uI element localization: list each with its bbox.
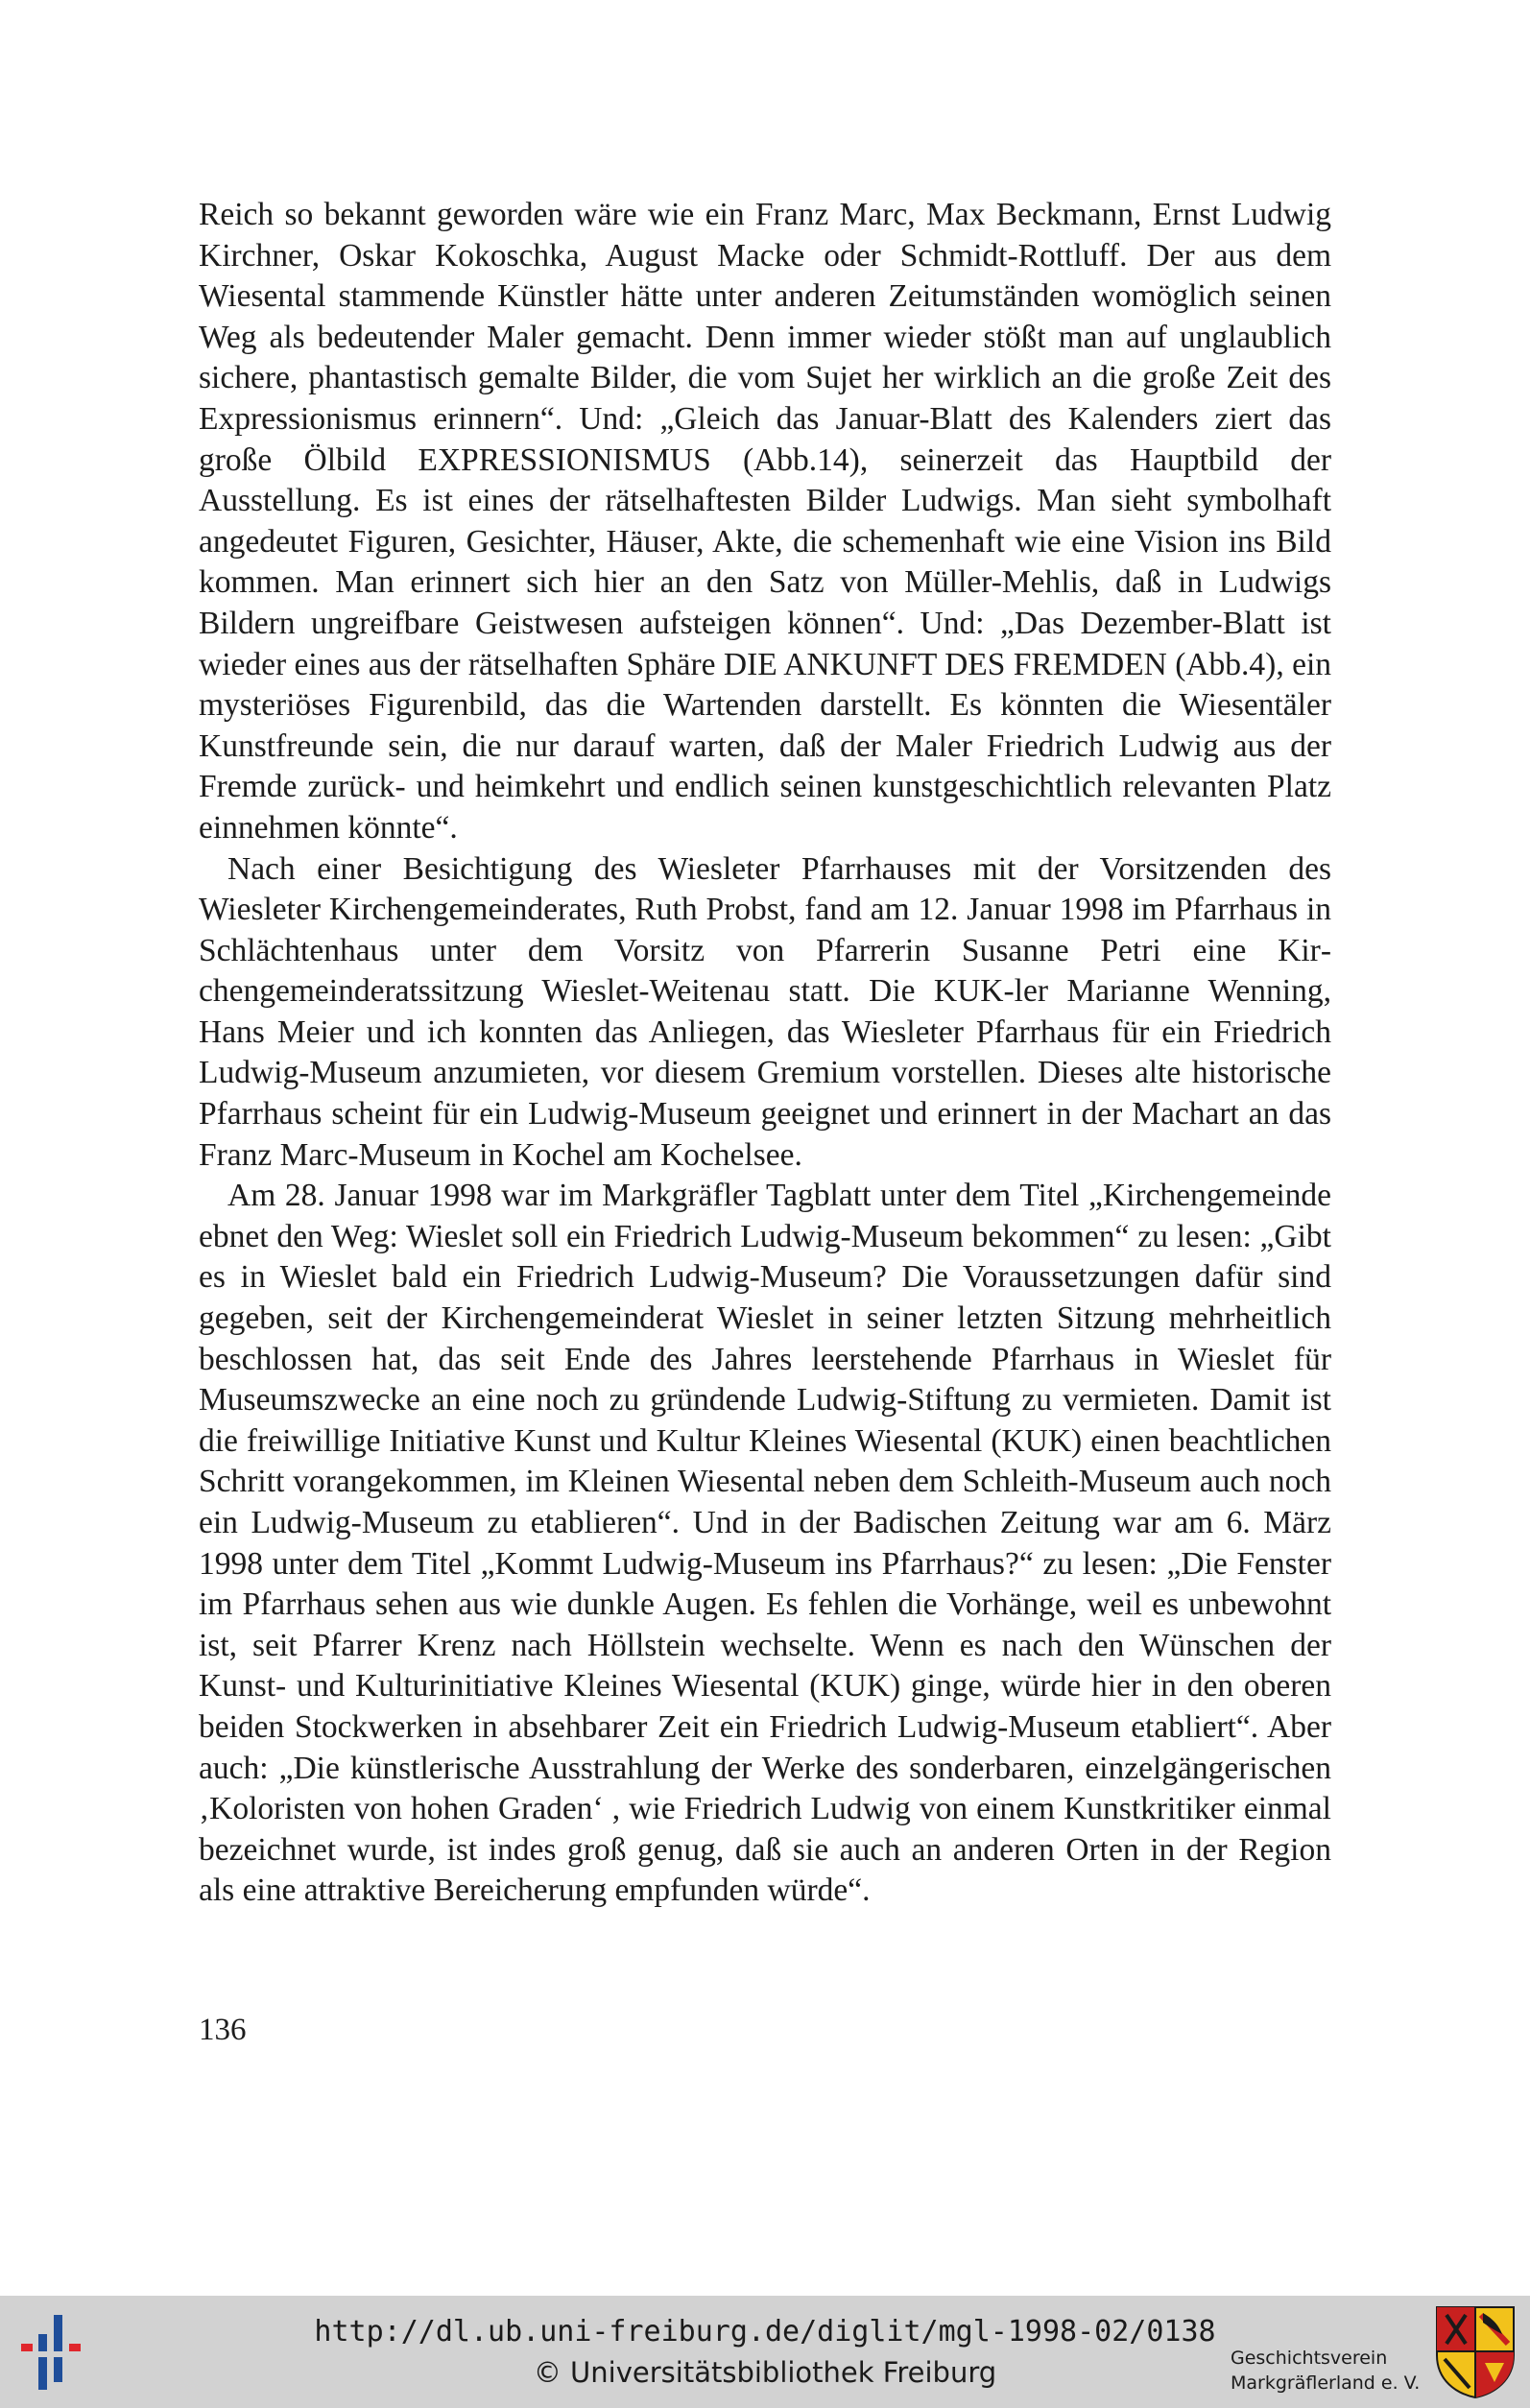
society-name-line-1: Geschichtsverein [1231, 2348, 1388, 2369]
body-text [199, 195, 1331, 1912]
paragraph-1: Reich so bekannt geworden wäre wie ein Franz Marc, Max Beckmann, Ernst Ludwig Kirchner, Oskar Kokoschka, August Macke oder Schmidt-Rottluff. Der aus dem Wiesental stammende Künstler hätte unter anderen Zeitumständen womöglich seinen Weg als bedeutender Maler gemacht. Denn immer wieder stößt man auf unglaublich sichere, phantastisch gemalte Bilder, die vom Sujet her wirklich an die große Zeit des Expressionismus erinnern“. Und: „Gleich das Januar-Blatt des Kalenders ziert das große Ölbild EXPRESSIONISMUS (Abb.14), seinerzeit das Hauptbild der Ausstellung. Es ist eines der rätselhaftesten Bilder Ludwigs. Man sieht symbolhaft angedeutet Figuren, Gesichter, Häuser, Akte, die schemenhaft wie eine Vision ins Bild kommen. Man erinnert sich hier an den Satz von Müller-Mehlis, daß in Ludwigs Bildern ungreifbare Geistwesen aufsteigen können“. Und: „Das Dezember-Blatt ist wieder eines aus der rätselhaften Sphäre DIE ANKUNFT DES FREMDEN (Abb.4), ein mysteriöses Figurenbild, das die Wartenden darstellt. Es könnten die Wiesentäler Kunstfreunde sein, die nur darauf warten, daß der Maler Friedrich Ludwig aus der Fremde zurück- und heimkehrt und endlich seinen kunstgeschichtlich relevanten Platz einnehmen könnte“. [199, 197, 1332, 846]
footer-url-link[interactable]: http://dl.ub.uni-freiburg.de/diglit/mgl-1998-02/0138 [314, 2315, 1216, 2348]
paragraph-3: Am 28. Januar 1998 war im Markgräfler Tagblatt unter dem Titel „Kirchengemeinde ebnet den Weg: Wieslet soll ein Friedrich Ludwig-Museum bekommen“ zu lesen: „Gibt es in Wieslet bald ein Friedrich Ludwig-Museum? Die Voraussetzungen dafür sind gegeben, seit der Kirchengemeinderat Wieslet in seiner letzten Sitzung mehrheitlich beschlossen hat, das seit Ende des Jahres leerstehende Pfarrhaus in Wieslet für Museumszwecke an eine noch zu gründende Ludwig-Stiftung zu vermieten. Damit ist die freiwillige Initiative Kunst und Kultur Kleines Wiesental (KUK) einen beachtlichen Schritt vorangekommen, im Kleinen Wiesental neben dem Schleith-Museum auch noch ein Ludwig-Museum zu etablieren“. Und in der Badischen Zeitung war am 6. März 1998 unter dem Titel „Kommt Ludwig-Museum ins Pfarrhaus?“ zu lesen: „Die Fenster im Pfarrhaus sehen aus wie dunkle Augen. Es fehlen die Vorhänge, weil es unbewohnt ist, seit Pfarrer Krenz nach Höllstein wechselte. Wenn es nach den Wünschen der Kunst- und Kulturinitiative Kleines Wiesental (KUK) ginge, würde hier in den oberen beiden Stockwerken in absehbarer Zeit ein Friedrich Ludwig-Museum etabliert“. Aber auch: „Die künstlerische Ausstrahlung der Werke des sonderbaren, einzelgängerischen ‚Koloristen von hohen Graden‘ , wie Friedrich Ludwig von einem Kunstkritiker einmal bezeichnet wurde, ist indes groß genug, daß sie auch an anderen Orten in der Region als eine attraktive Bereicherung empfunden würde“. [199, 1178, 1331, 1909]
footer-bar [0, 2296, 1530, 2408]
geschichtsverein-crest-icon [1435, 2305, 1516, 2399]
society-name [1231, 2346, 1420, 2396]
footer-copyright: © Universitätsbibliothek Freiburg [533, 2356, 997, 2389]
paragraph-2: Nach einer Besichtigung des Wiesleter Pfarrhauses mit der Vorsitzenden des Wiesleter Kirchengemeinderates, Ruth Probst, fand am 12. Januar 1998 im Pfarrhaus in Schlächtenhaus unter dem Vorsitz von Pfarrerin Susanne Petri eine Kirchengemeinderatssitzung Wieslet-Weitenau statt. Die KUK-ler Marianne Wenning, Hans Meier und ich konnten das Anliegen, das Wiesleter Pfarrhaus für ein Friedrich Ludwig-Museum anzumieten, vor diesem Gremium vorstellen. Dieses alte historische Pfarrhaus scheint für ein Ludwig-Museum geeignet und erinnert in der Machart an das Franz Marc-Museum in Kochel am Kochelsee. [199, 850, 1331, 1173]
page-number: 136 [199, 2013, 247, 2047]
society-name-line-2: Markgräflerland e. V. [1231, 2372, 1421, 2394]
